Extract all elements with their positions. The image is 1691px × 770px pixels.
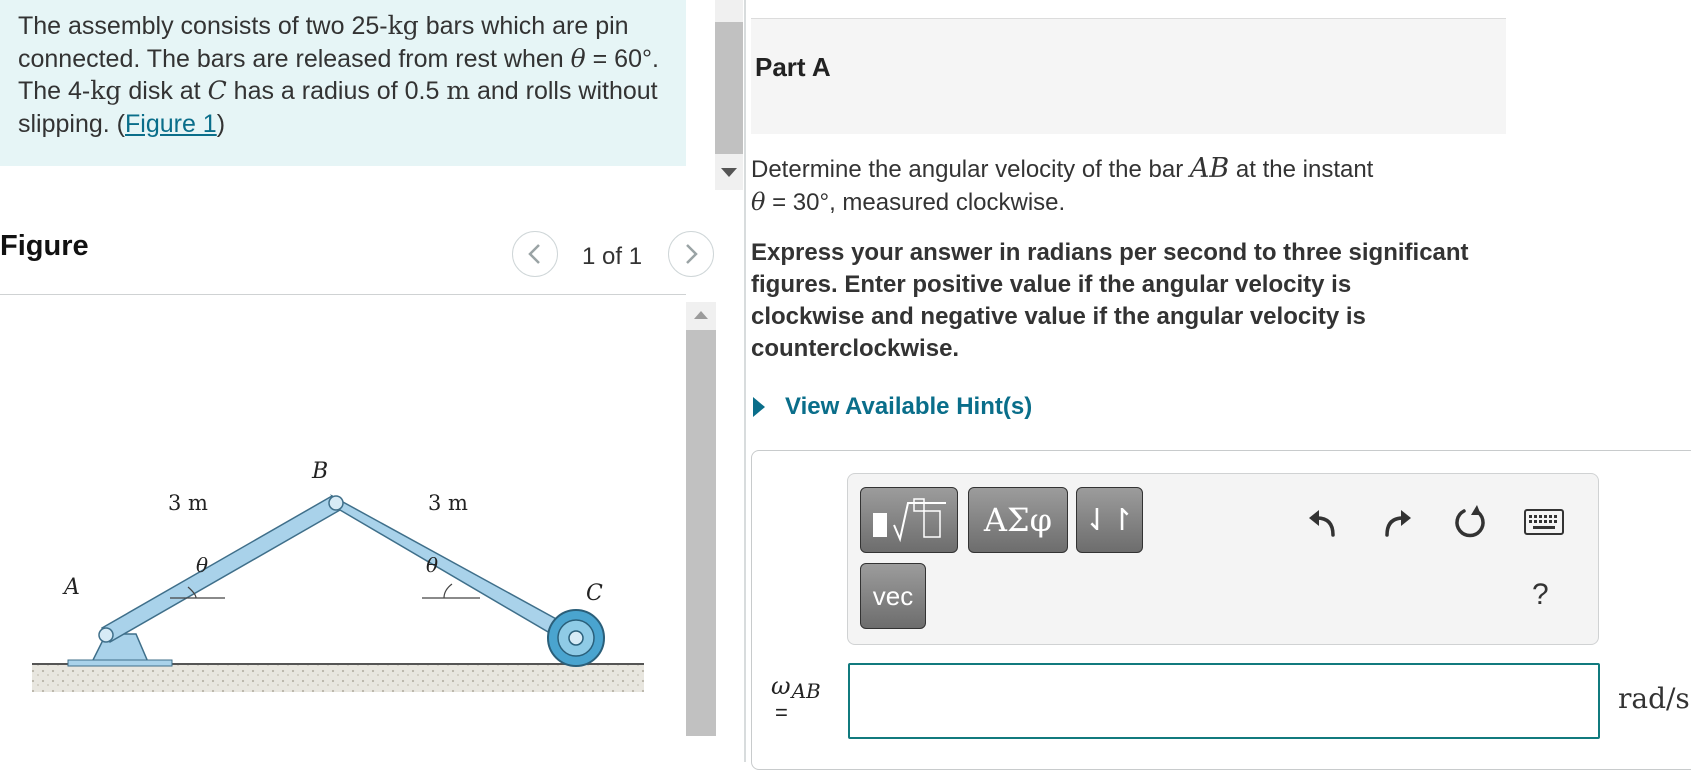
pin-b bbox=[329, 496, 343, 510]
previous-figure-button[interactable] bbox=[512, 231, 558, 277]
answer-variable-label bbox=[771, 672, 821, 703]
omega-symbol: ω bbox=[771, 672, 791, 700]
problem-text-part: has a radius of 0.5 bbox=[226, 77, 447, 105]
figure-scrollbar-thumb[interactable] bbox=[686, 330, 716, 736]
collapse-arrow-button[interactable] bbox=[716, 162, 742, 182]
chevron-left-icon bbox=[527, 243, 543, 265]
label-b: B bbox=[312, 459, 329, 484]
question-text-part: Determine the angular velocity of the bar bbox=[751, 156, 1190, 183]
problem-text-part: bars which are pin connected. The bars are released from rest when bbox=[18, 12, 629, 73]
theta-symbol: θ bbox=[570, 43, 586, 73]
chevron-right-icon bbox=[683, 243, 699, 265]
undo-button[interactable] bbox=[1302, 502, 1342, 542]
math-toolbar bbox=[847, 473, 1599, 645]
theta-arc-right bbox=[444, 584, 452, 598]
triangle-right-icon bbox=[753, 397, 765, 417]
problem-statement bbox=[18, 10, 678, 140]
undo-icon bbox=[1305, 505, 1339, 539]
mechanism-figure bbox=[20, 448, 650, 698]
reset-icon bbox=[1452, 504, 1488, 540]
label-length-bc: 3 m bbox=[428, 491, 468, 515]
unit-m: m bbox=[446, 76, 471, 105]
answer-input[interactable] bbox=[848, 663, 1600, 739]
problem-text-part: = 60°. The 4- bbox=[18, 44, 659, 105]
pin-c bbox=[569, 631, 583, 645]
problem-text-part: The assembly consists of two 25- bbox=[18, 12, 388, 40]
question-text-part: = 30°, measured clockwise. bbox=[765, 189, 1066, 216]
problem-text-part: and rolls without slipping. ( bbox=[18, 77, 658, 138]
subscript-superscript-button[interactable]: ⇃↾ bbox=[1076, 487, 1143, 553]
figure-divider bbox=[0, 294, 686, 295]
templates-button[interactable] bbox=[860, 487, 958, 553]
unit-kg: kg bbox=[90, 76, 122, 105]
figure-heading: Figure bbox=[0, 230, 89, 262]
bar-ab-symbol: AB bbox=[1189, 153, 1230, 184]
triangle-down-icon bbox=[720, 166, 738, 178]
question-text bbox=[751, 153, 1511, 219]
bar-bc bbox=[332, 496, 580, 646]
part-header bbox=[751, 18, 1506, 134]
main-scrollbar-thumb[interactable] bbox=[715, 22, 743, 154]
triangle-up-icon bbox=[693, 310, 709, 320]
point-c-symbol: C bbox=[207, 76, 227, 105]
symbols-button[interactable]: ΑΣφ bbox=[968, 487, 1068, 553]
label-theta-right: θ bbox=[426, 553, 439, 577]
answer-instructions: Express your answer in radians per second to three significant figures. Enter positive value if the angular velocity is clockwise and negative value if the angular velocity is counterclockwise. bbox=[751, 239, 1469, 362]
view-hints-toggle[interactable] bbox=[751, 393, 1032, 421]
label-length-ab: 3 m bbox=[168, 491, 208, 515]
label-a: A bbox=[64, 575, 80, 600]
pane-divider[interactable] bbox=[744, 0, 746, 762]
keyboard-button[interactable] bbox=[1522, 502, 1566, 542]
hint-label: View Available Hint(s) bbox=[785, 393, 1033, 420]
label-c: C bbox=[586, 581, 603, 606]
omega-subscript: AB bbox=[791, 679, 821, 703]
unit-label: rad/s bbox=[1618, 682, 1690, 715]
bar-ab bbox=[102, 496, 340, 642]
ground-surface bbox=[32, 664, 644, 692]
equals-sign: = bbox=[775, 700, 788, 725]
vector-button[interactable]: vec bbox=[860, 563, 926, 629]
problem-text-part: ) bbox=[216, 109, 226, 138]
label-theta-left: θ bbox=[196, 553, 209, 577]
reset-button[interactable] bbox=[1450, 502, 1490, 542]
problem-text-part: disk at bbox=[121, 77, 208, 105]
question-text-part: at the instant bbox=[1229, 156, 1374, 183]
redo-button[interactable] bbox=[1378, 502, 1418, 542]
figure-link[interactable]: Figure 1 bbox=[125, 109, 217, 138]
theta-symbol: θ bbox=[751, 188, 766, 216]
unit-kg: kg bbox=[387, 11, 419, 40]
figure-scroll-up-button[interactable] bbox=[686, 302, 716, 328]
pin-a bbox=[99, 628, 113, 642]
keyboard-icon bbox=[1524, 509, 1564, 535]
redo-icon bbox=[1381, 505, 1415, 539]
figure-pager-count: 1 of 1 bbox=[582, 243, 643, 270]
next-figure-button[interactable] bbox=[668, 231, 714, 277]
support-base-a bbox=[68, 660, 172, 666]
part-title: Part A bbox=[755, 52, 831, 82]
templates-icon bbox=[868, 495, 950, 545]
help-button[interactable]: ? bbox=[1532, 578, 1549, 611]
